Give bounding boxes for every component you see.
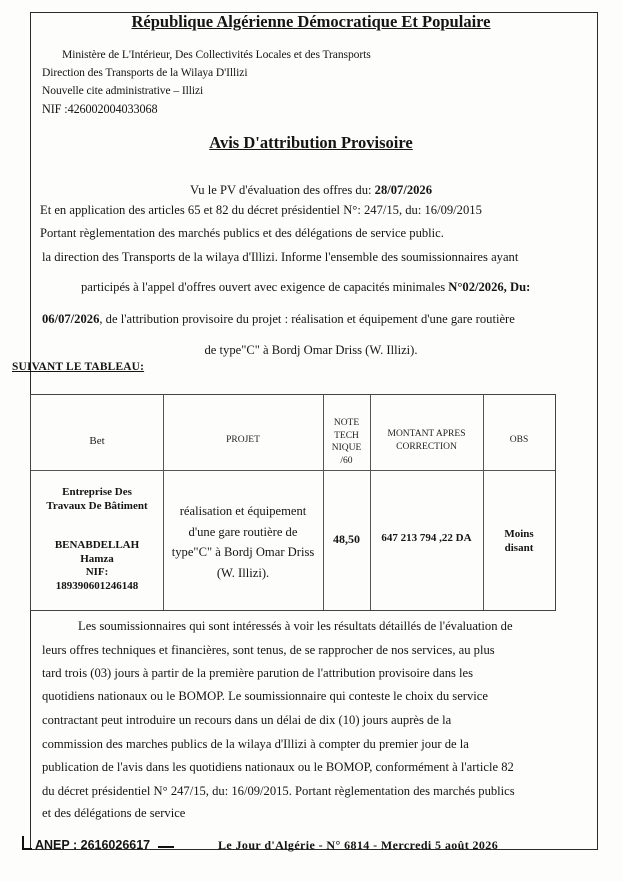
bet-line-1: Entreprise Des xyxy=(62,486,132,498)
header-montant xyxy=(370,428,483,453)
closing-line-2: leurs offres techniques et financières, sont tenus, de se rapprocher de nos services, au plus xyxy=(42,643,495,657)
republic-title: République Algérienne Démocratique Et Populaire xyxy=(131,12,491,31)
table-caption: SUIVANT LE TABLEAU: xyxy=(12,361,145,373)
intro-line-6 xyxy=(42,312,515,327)
nif-line: NIF :426002004033068 xyxy=(42,102,158,116)
closing-line-4: quotidiens nationaux ou le BOMOP. Le soumissionnaire qui conteste le choix du service xyxy=(42,689,488,703)
anep-number: ANEP : 2616026617 xyxy=(35,838,151,852)
header-montant-1: MONTANT APRES xyxy=(387,429,466,439)
pv-prefix: Vu le PV d'évaluation des offres du: xyxy=(189,183,375,197)
cell-bet xyxy=(31,486,163,593)
header-bet: Bet xyxy=(89,435,105,447)
cell-projet xyxy=(163,501,323,583)
obs-line-1: Moins xyxy=(504,528,534,540)
intro-line-3: Portant règlementation des marchés publics et des délégations de service public. xyxy=(40,226,444,240)
cell-note: 48,50 xyxy=(333,532,360,546)
projet-line-3: type"C" à Bordj Omar Driss xyxy=(171,545,315,559)
header-projet: PROJET xyxy=(226,435,260,445)
pv-date: 28/07/2026 xyxy=(374,183,433,197)
header-note-3: NIQUE xyxy=(331,443,362,453)
closing-line-7: publication de l'avis dans les quotidiens nationaux ou le BOMOP, conformément à l'article 82 xyxy=(42,760,514,774)
header-note-1: NOTE xyxy=(333,418,360,428)
header-note-2: TECH xyxy=(334,430,359,441)
ministry-line: Ministère de L'Intérieur, Des Collectivités Locales et des Transports xyxy=(62,48,371,61)
intro-line-7: de type"C" à Bordj Omar Driss (W. Illizi). xyxy=(204,343,418,357)
intro-line-5 xyxy=(81,280,530,295)
footer-dash xyxy=(158,846,174,848)
closing-line-6: commission des marches publics de la wilaya d'Illizi à compter du premier jour de la xyxy=(42,737,469,751)
obs-line-2: disant xyxy=(504,542,534,554)
attribution-table xyxy=(30,394,556,611)
tender-number: N°02/2026, Du: xyxy=(448,280,531,294)
projet-line-4: (W. Illizi). xyxy=(216,565,270,580)
bet-firstname: Hamza xyxy=(80,552,114,565)
closing-line-8: du décret présidentiel N° 247/15, du: 16/09/2015. Portant règlementation des marchés publics xyxy=(42,784,515,798)
bet-nif: 189390601246148 xyxy=(55,579,139,592)
journal-reference: Le Jour d'Algérie - N° 6814 - Mercredi 5 août 2026 xyxy=(218,838,499,852)
header-montant-2: CORRECTION xyxy=(396,441,457,452)
closing-line-5: contractant peut introduire un recours dans un délai de dix (10) jours auprès de la xyxy=(42,713,452,727)
closing-line-1: Les soumissionnaires qui sont intéressés à voir les résultats détaillés de l'évaluation de xyxy=(78,619,513,633)
projet-line-2: d'une gare routière de xyxy=(188,524,298,539)
tender-date: 06/07/2026 xyxy=(42,312,100,326)
notice-title: Avis D'attribution Provisoire xyxy=(209,133,413,152)
header-obs: OBS xyxy=(509,435,529,445)
projet-line-1: réalisation et équipement xyxy=(179,504,307,518)
closing-line-3: tard trois (03) jours à partir de la première parution de l'attribution provisoire dans les xyxy=(42,666,474,680)
bet-nif-label: NIF: xyxy=(85,566,109,578)
bet-name: BENABDELLAH xyxy=(54,539,140,551)
intro-line-5-text: participés à l'appel d'offres ouvert avec exigence de capacités minimales xyxy=(81,280,449,294)
address-line: Nouvelle cite administrative – Illizi xyxy=(42,84,204,97)
bet-line-2: Travaux De Bâtiment xyxy=(46,499,148,512)
cell-montant: 647 213 794 ,22 DA xyxy=(381,532,472,544)
intro-line-2: Et en application des articles 65 et 82 du décret présidentiel N°: 247/15, du: 16/09/2015 xyxy=(40,203,482,217)
direction-line: Direction des Transports de la Wilaya D'Illizi xyxy=(42,66,248,79)
header-note xyxy=(323,417,370,467)
pv-line xyxy=(0,183,622,198)
intro-line-4: la direction des Transports de la wilaya d'Illizi. Informe l'ensemble des soumissionnaires ayant xyxy=(42,250,519,264)
header-note-4: /60 xyxy=(340,455,353,466)
intro-line-6-text: , de l'attribution provisoire du projet : réalisation et équipement d'une gare routière xyxy=(99,312,515,326)
footer-bracket-bottom xyxy=(22,848,32,850)
cell-obs xyxy=(483,527,555,555)
closing-line-9: et des délégations de service xyxy=(42,806,186,820)
